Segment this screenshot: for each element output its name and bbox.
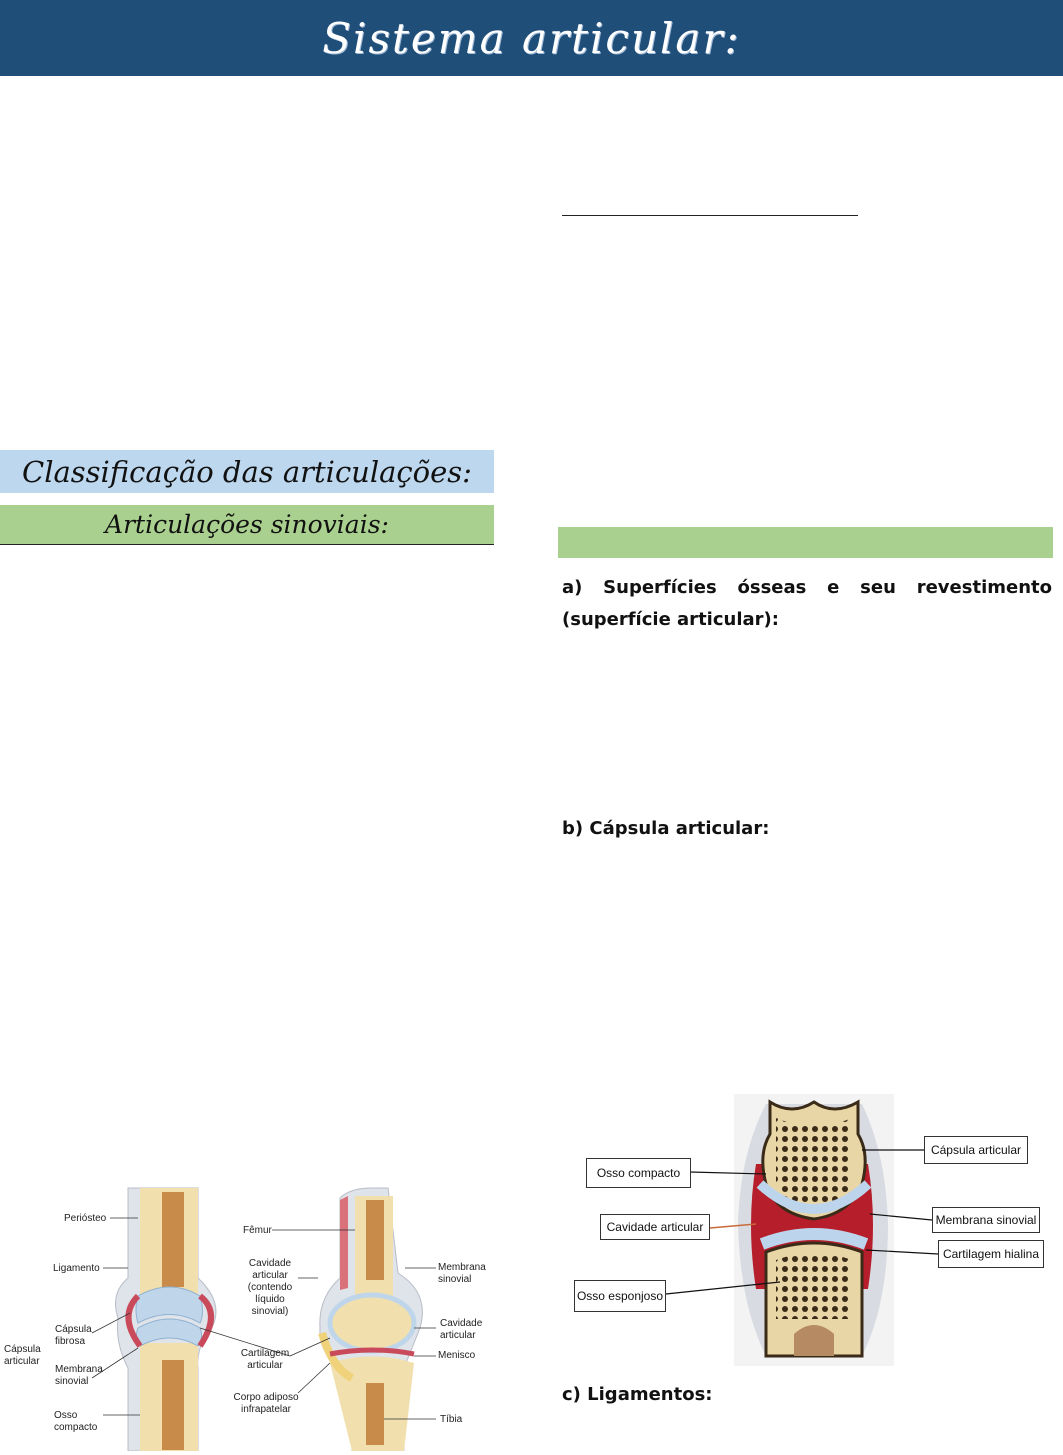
label-ligamento: Ligamento xyxy=(53,1263,100,1274)
label-menisco: Menisco xyxy=(438,1350,476,1361)
label-membrana-sinovial-right: Membrana sinovial xyxy=(438,1262,486,1285)
label-tibia: Tíbia xyxy=(440,1414,463,1425)
page-header xyxy=(0,0,1063,76)
label-femur: Fêmur xyxy=(243,1225,272,1236)
synovial-joint-figure xyxy=(0,1178,494,1451)
label-cavidade-articular-left: Cavidade articular (contendo líquido sinovial) xyxy=(247,1258,293,1317)
heading-ligamentos: c) Ligamentos: xyxy=(562,1384,713,1405)
label-membrana-sinovial: Membrana sinovial xyxy=(932,1207,1040,1233)
section-band-classificacao xyxy=(0,450,494,493)
label-corpo-adiposo: Corpo adiposo infrapatelar xyxy=(233,1392,299,1415)
heading-capsula: b) Cápsula articular: xyxy=(562,818,770,839)
label-capsula-articular: Cápsula articular xyxy=(924,1136,1028,1164)
label-capsula-fibrosa: Cápsula fibrosa xyxy=(55,1324,92,1347)
label-periosteo: Periósteo xyxy=(64,1213,107,1224)
section-band-empty xyxy=(558,527,1053,558)
divider-line xyxy=(562,215,858,216)
label-osso-esponjoso: Osso esponjoso xyxy=(574,1280,666,1312)
label-cartilagem-articular: Cartilagem articular xyxy=(240,1348,290,1371)
label-osso-compacto: Osso compacto xyxy=(586,1158,691,1188)
heading-superficies: a) Superfícies ósseas e seu revestimento (superfície articular): xyxy=(562,577,1052,630)
label-cartilagem-hialina: Cartilagem hialina xyxy=(938,1240,1044,1268)
page-title: Sistema articular: xyxy=(322,13,741,63)
joint-cross-section-figure xyxy=(570,1094,1050,1366)
section-title-classificacao: Classificação das articulações: xyxy=(22,454,472,489)
label-capsula-articular: Cápsula articular xyxy=(4,1344,41,1367)
label-membrana-sinovial-left: Membrana sinovial xyxy=(55,1364,103,1387)
label-cavidade-articular: Cavidade articular xyxy=(600,1214,710,1240)
label-osso-compacto-left: Osso compacto xyxy=(54,1410,98,1433)
section-band-sinoviais xyxy=(0,505,494,545)
section-title-sinoviais: Articulações sinoviais: xyxy=(105,510,389,539)
label-cavidade-articular-right: Cavidade articular xyxy=(440,1318,483,1341)
